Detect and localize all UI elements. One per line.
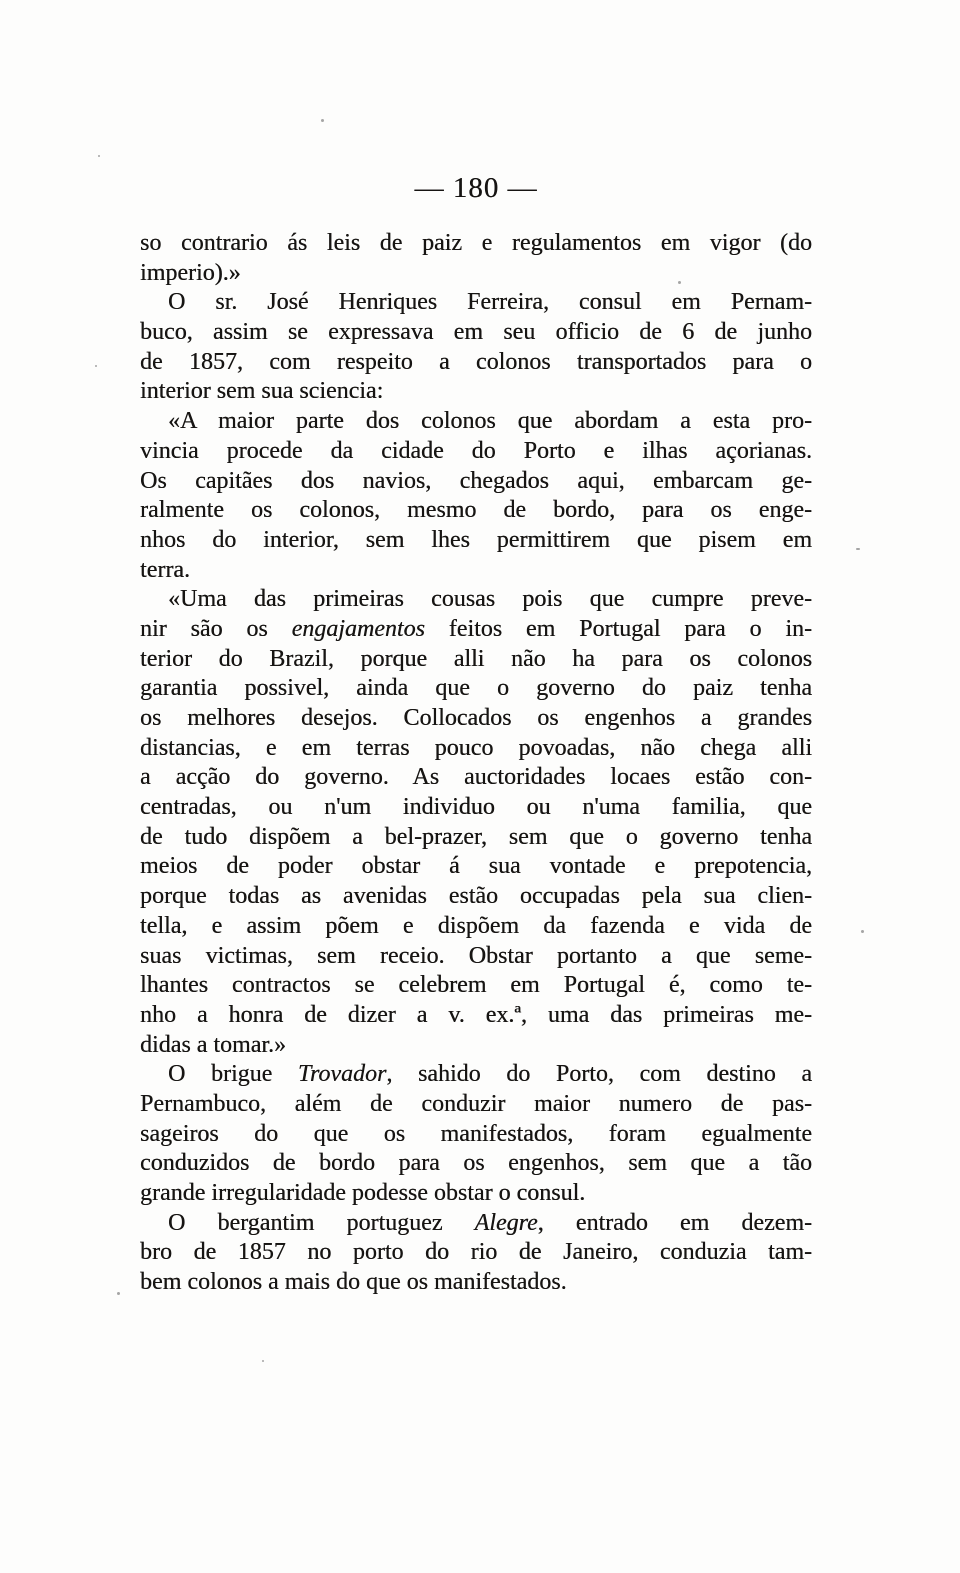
- text-line: [140, 793, 812, 823]
- text-segment: so contrario ás leis de paiz e regulamentos em vigor (do: [140, 230, 812, 256]
- text-segment: terior do Brazil, porque alli não ha para os colonos: [140, 645, 812, 672]
- scan-speck: [321, 119, 324, 122]
- text-segment: didas a tomar.»: [140, 1031, 286, 1058]
- text-line: [140, 288, 812, 318]
- text-segment: grande irregularidade podesse obstar o consul.: [140, 1180, 586, 1206]
- text-segment: interior sem sua sciencia:: [140, 378, 384, 405]
- text-line: [140, 585, 812, 615]
- text-line: [140, 1031, 812, 1061]
- text-line: [140, 318, 812, 348]
- text-segment: meios de poder obstar á sua vontade e prepotencia,: [140, 853, 812, 880]
- text-segment: bem colonos a mais do que os manifestados.: [140, 1269, 567, 1296]
- scan-speck: [117, 1292, 120, 1295]
- text-segment: de 1857, com respeito a colonos transportados para o: [140, 348, 812, 375]
- text-segment: Pernambuco, além de conduzir maior numero de pas-: [140, 1090, 812, 1117]
- text-line: [140, 229, 812, 259]
- text-line: [140, 467, 812, 497]
- text-segment: bro de 1857 no porto do rio de Janeiro, conduzia tam-: [140, 1239, 812, 1266]
- text-line: [140, 1268, 812, 1298]
- text-line: [140, 823, 812, 853]
- text-line: [140, 1149, 812, 1179]
- text-line: [140, 1209, 812, 1239]
- text-segment: , sahido do Porto, com destino a: [386, 1061, 812, 1088]
- page-number: — 180 —: [414, 172, 538, 204]
- italic-text-segment: engajamentos: [291, 615, 425, 642]
- text-line: [140, 734, 812, 764]
- text-segment: Os capitães dos navios, chegados aqui, embarcam ge-: [140, 467, 812, 494]
- italic-text-segment: Alegre: [474, 1209, 538, 1236]
- text-segment: a acção do governo. As auctoridades locaes estão con-: [140, 764, 812, 791]
- text-segment: conduzidos de bordo para os engenhos, sem que a tão: [140, 1150, 812, 1177]
- text-line: [140, 1179, 812, 1209]
- text-line: [140, 763, 812, 793]
- text-line: [140, 259, 812, 289]
- text-line: [140, 882, 812, 912]
- text-segment: garantia possivel, ainda que o governo do paiz tenha: [140, 675, 812, 702]
- text-segment: , entrado em dezem-: [537, 1209, 812, 1236]
- text-line: [140, 971, 812, 1001]
- text-segment: centradas, ou n'um individuo ou n'uma familia, que: [140, 794, 812, 821]
- text-segment: distancias, e em terras pouco povoadas, não chega alli: [140, 734, 812, 761]
- text-segment: porque todas as avenidas estão occupadas pela sua clien-: [140, 883, 812, 910]
- text-line: [140, 1060, 812, 1090]
- text-line: [140, 615, 812, 645]
- text-line: [140, 496, 812, 526]
- text-segment: terra.: [140, 556, 190, 583]
- text-segment: O brigue: [168, 1061, 298, 1088]
- text-segment: O bergantim portuguez: [168, 1209, 475, 1236]
- text-line: [140, 674, 812, 704]
- text-line: [140, 377, 812, 407]
- text-segment: O sr. José Henriques Ferreira, consul em Pernam-: [168, 289, 812, 316]
- text-segment: nir são os: [140, 615, 292, 642]
- scan-speck: [861, 930, 864, 933]
- text-segment: «Uma das primeiras cousas pois que cumpre preve-: [168, 586, 812, 613]
- scan-speck: [262, 1360, 264, 1362]
- scan-speck: [95, 365, 97, 367]
- text-segment: de tudo dispõem a bel-prazer, sem que o governo tenha: [140, 823, 812, 850]
- text-segment: os melhores desejos. Collocados os engenhos a grandes: [140, 705, 812, 731]
- text-line: [140, 704, 812, 734]
- text-segment: ralmente os colonos, mesmo de bordo, para os enge-: [140, 497, 812, 524]
- italic-text-segment: Trovador: [297, 1061, 387, 1088]
- text-line: [140, 1120, 812, 1150]
- text-line: [140, 1090, 812, 1120]
- text-segment: imperio).»: [140, 259, 241, 286]
- text-segment: lhantes contractos se celebrem em Portugal é, como te-: [140, 972, 812, 999]
- text-segment: nho a honra de dizer a v. ex.ª, uma das primeiras me-: [140, 1001, 812, 1028]
- text-line: [140, 556, 812, 586]
- scan-speck: [678, 281, 681, 284]
- text-line: [140, 1001, 812, 1031]
- scan-speck: [856, 548, 860, 550]
- text-segment: vincia procede da cidade do Porto e ilhas açorianas.: [140, 437, 812, 464]
- text-line: [140, 437, 812, 467]
- text-segment: sageiros do que os manifestados, foram egualmente: [140, 1120, 812, 1147]
- text-line: [140, 526, 812, 556]
- text-block: [140, 229, 812, 1298]
- text-segment: buco, assim se expressava em seu officio de 6 de junho: [140, 319, 812, 346]
- text-line: [140, 407, 812, 437]
- text-line: [140, 942, 812, 972]
- scan-speck: [98, 155, 100, 157]
- text-line: [140, 348, 812, 378]
- text-segment: «A maior parte dos colonos que abordam a esta pro-: [168, 408, 812, 435]
- text-line: [140, 645, 812, 675]
- text-line: [140, 1238, 812, 1268]
- text-segment: feitos em Portugal para o in-: [424, 615, 812, 642]
- text-segment: nhos do interior, sem lhes permittirem que pisem em: [140, 526, 812, 553]
- text-segment: tella, e assim põem e dispõem da fazenda e vida de: [140, 912, 812, 939]
- text-segment: suas victimas, sem receio. Obstar portanto a que seme-: [140, 942, 812, 969]
- text-line: [140, 852, 812, 882]
- text-line: [140, 912, 812, 942]
